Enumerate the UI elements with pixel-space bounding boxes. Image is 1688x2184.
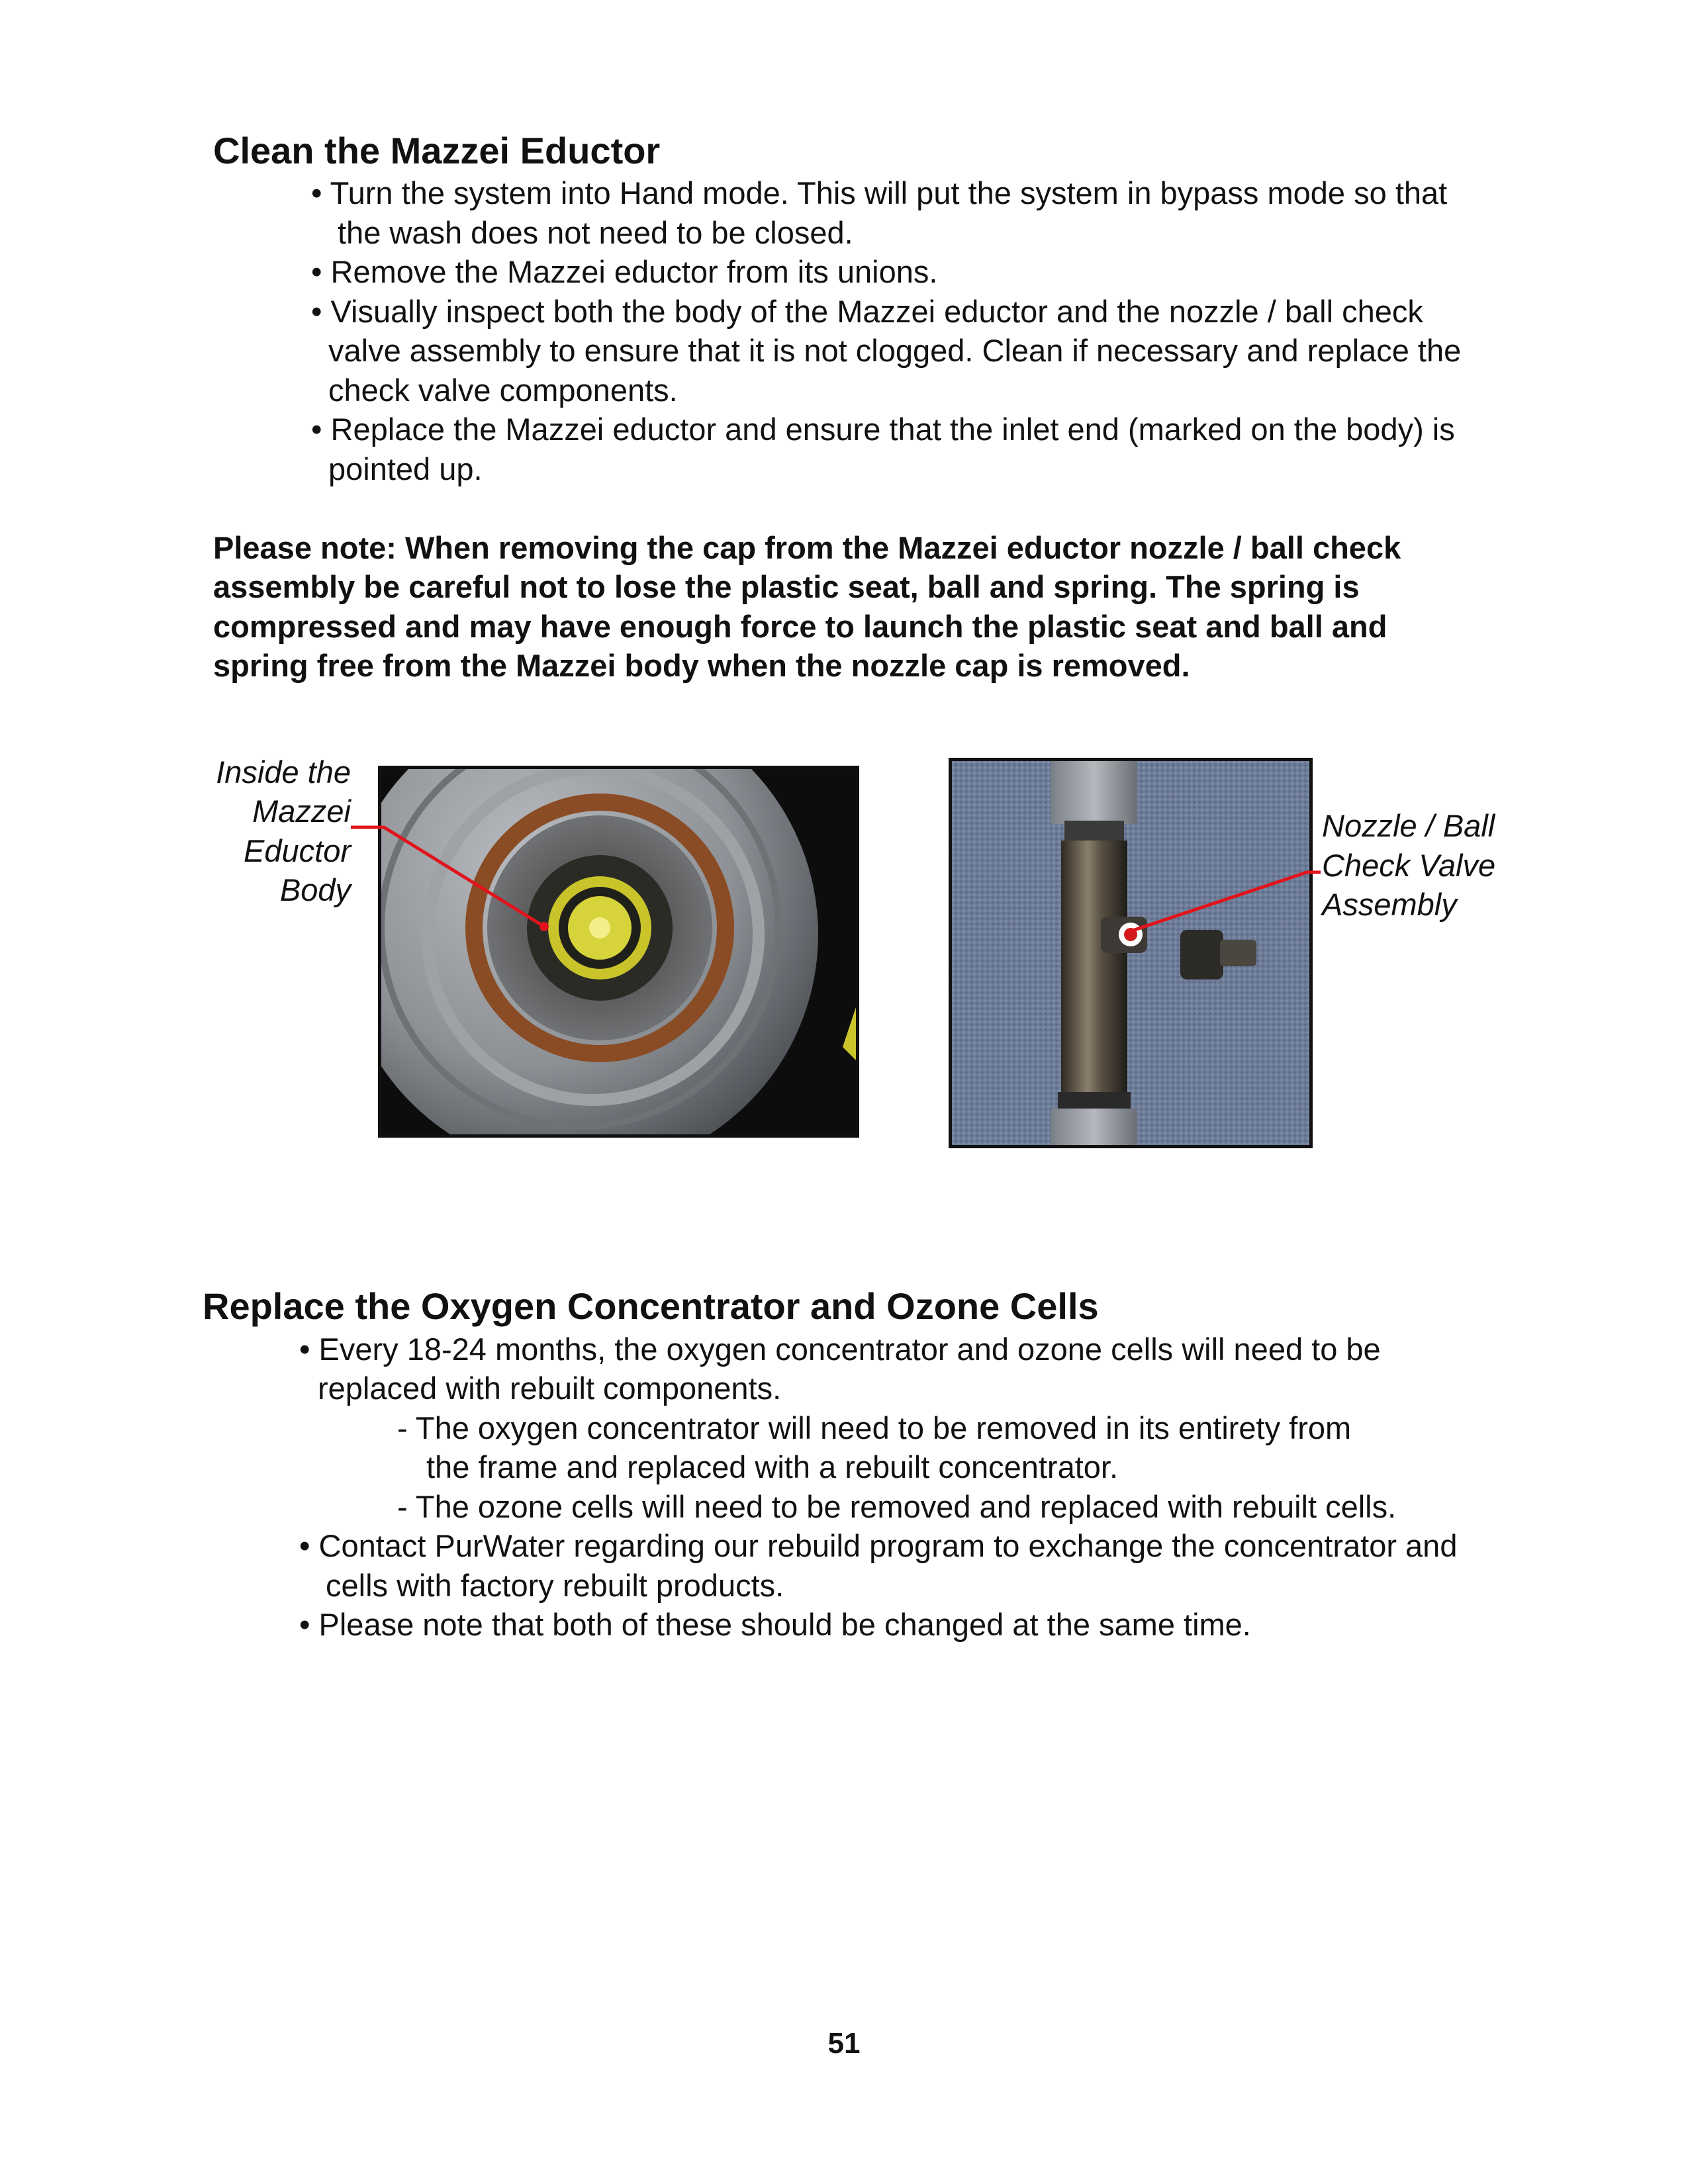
bullet-line: the wash does not need to be closed. xyxy=(338,215,853,250)
note-line: compressed and may have enough force to launch the plastic seat and ball and xyxy=(213,609,1387,644)
bullet-line: • Visually inspect both the body of the Mazzei eductor and the nozzle / ball check xyxy=(311,294,1423,329)
bullet-line: • Every 18-24 months, the oxygen concentrator and ozone cells will need to be xyxy=(299,1332,1381,1367)
sub-bullet-line: - The oxygen concentrator will need to be removed in its entirety from xyxy=(397,1410,1352,1445)
sub-bullet-line: the frame and replaced with a rebuilt concentrator. xyxy=(426,1449,1119,1484)
left-caption-line: Body xyxy=(279,872,351,907)
section-heading-clean-eductor: Clean the Mazzei Eductor xyxy=(213,130,661,171)
bullet-line: • Contact PurWater regarding our rebuild program to exchange the concentrator and xyxy=(299,1528,1458,1563)
bullet-line: check valve components. xyxy=(328,373,678,408)
bullet-line: • Turn the system into Hand mode. This will put the system in bypass mode so that xyxy=(311,175,1448,210)
left-caption-line: Mazzei xyxy=(252,794,351,829)
bullet-line: cells with factory rebuilt products. xyxy=(326,1568,784,1603)
right-callout-line xyxy=(1129,872,1321,932)
bullet-line: • Replace the Mazzei eductor and ensure that the inlet end (marked on the body) is xyxy=(311,412,1455,447)
note-line: spring free from the Mazzei body when the nozzle cap is removed. xyxy=(213,648,1190,683)
bullet-line: • Please note that both of these should be changed at the same time. xyxy=(299,1607,1251,1642)
right-caption-line: Nozzle / Ball xyxy=(1322,808,1495,843)
left-callout-line xyxy=(351,827,544,927)
bullet-line: replaced with rebuilt components. xyxy=(318,1371,782,1406)
left-caption-line: Eductor xyxy=(244,833,351,868)
note-line: Please note: When removing the cap from the Mazzei eductor nozzle / ball check xyxy=(213,530,1401,565)
sub-bullet-line: - The ozone cells will need to be removed and replaced with rebuilt cells. xyxy=(397,1489,1397,1524)
section-heading-replace-concentrator: Replace the Oxygen Concentrator and Ozone Cells xyxy=(203,1285,1099,1327)
right-caption-line: Check Valve xyxy=(1322,848,1496,883)
bullet-line: pointed up. xyxy=(328,451,483,486)
bullet-line: • Remove the Mazzei eductor from its unions. xyxy=(311,254,938,289)
page-number: 51 xyxy=(827,2027,861,2060)
bullet-line: valve assembly to ensure that it is not clogged. Clean if necessary and replace the xyxy=(328,333,1462,368)
left-caption-line: Inside the xyxy=(216,754,351,790)
left-callout-dot xyxy=(539,922,549,931)
note-line: assembly be careful not to lose the plastic seat, ball and spring. The spring is xyxy=(213,569,1360,604)
right-caption-line: Assembly xyxy=(1322,887,1457,922)
